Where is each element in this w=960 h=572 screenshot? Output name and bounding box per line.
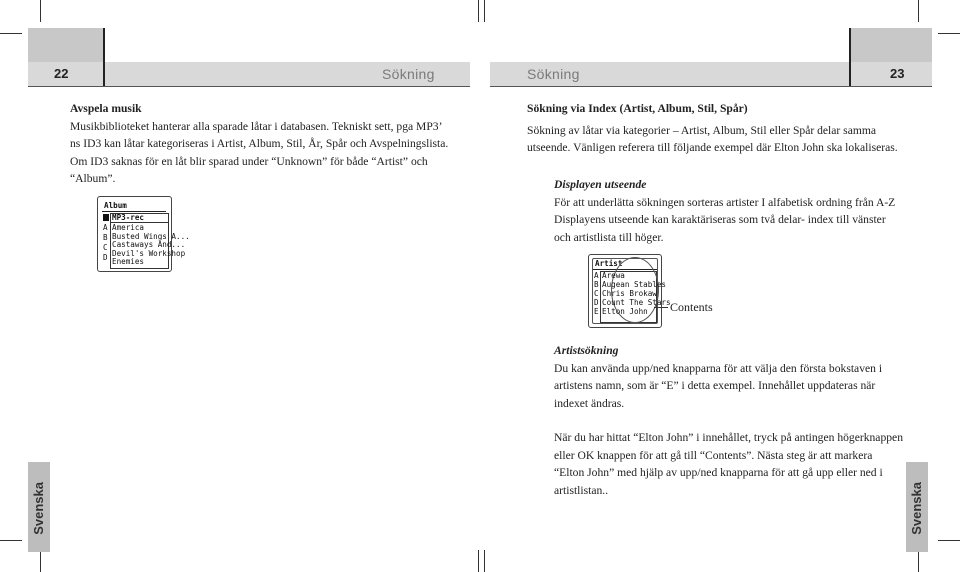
- crop-mark: [938, 540, 960, 541]
- paragraph-line: ns ID3 kan låtar kategoriseras i Artist, Album, Stil, År, Spår och Avspelningslista.: [70, 137, 449, 150]
- crop-mark: [484, 550, 485, 572]
- list-item: Busted Wings A...: [112, 231, 190, 241]
- header-block: [850, 28, 932, 62]
- paragraph-line: När du har hittat “Elton John” i innehållet, tryck på antingen högerknappen: [554, 431, 903, 444]
- index-letter: B: [103, 233, 108, 242]
- screen-title: Artist: [595, 259, 623, 268]
- index-letter: D: [594, 298, 599, 307]
- crop-mark: [478, 550, 479, 572]
- display-section: [554, 176, 934, 246]
- crop-mark: [918, 550, 919, 572]
- paragraph-line: För att underlätta sökningen sorteras artister I alfabetisk ordning från A-Z: [554, 195, 896, 209]
- index-letter: E: [594, 307, 599, 316]
- paragraph-line: Musikbiblioteket hanterar alla sparade låtar i databasen. Tekniskt sett, pga MP3’: [70, 119, 443, 133]
- screen-rule: [102, 211, 166, 212]
- subsection-heading: Displayen utseende: [554, 178, 647, 191]
- paragraph-line: utseende. Vänligen referera till följande exempel där Elton John ska lokaliseras.: [527, 141, 898, 154]
- page-title-right: Sökning: [527, 66, 580, 82]
- callout-line: [654, 307, 668, 308]
- side-tab-label: Svenska: [909, 482, 924, 535]
- page-title-left: Sökning: [382, 66, 435, 82]
- header-divider: [103, 28, 105, 86]
- side-tab-left: [28, 462, 50, 552]
- crop-mark: [0, 540, 22, 541]
- paragraph-line: artistlistan..: [554, 483, 609, 497]
- section-heading: Sökning via Index (Artist, Album, Stil, Spår): [527, 102, 748, 115]
- paragraph-line: eller OK knappen för att gå till “Contents”. Nästa steg är att markera: [554, 448, 873, 462]
- artist-screen: [588, 254, 671, 328]
- found-section: [554, 429, 934, 499]
- paragraph-line: “Elton John” med hjälp av upp/ned knapparna för att gå upp eller ned i: [554, 466, 883, 479]
- list-item: Count The Stars: [602, 298, 671, 307]
- page-number-right: 23: [890, 66, 905, 81]
- screen-title: Album: [104, 201, 127, 210]
- list-item: Enemies: [112, 257, 145, 266]
- paragraph-line: Om ID3 saknas för en låt blir sparad under “Unknown” för både “Artist” och: [70, 154, 428, 168]
- paragraph-line: och artistlista till höger.: [554, 230, 664, 244]
- header-block: [28, 28, 104, 62]
- header-underline: [28, 86, 470, 87]
- album-screen: [97, 196, 190, 272]
- page-number-left: 22: [54, 66, 69, 81]
- index-letter: D: [103, 253, 108, 262]
- list-item: Devil's Workshop: [112, 248, 186, 258]
- callout-label: Contents: [670, 300, 713, 314]
- index-letter: A: [594, 271, 599, 280]
- crop-mark: [484, 0, 485, 22]
- list-item: Castaways And...: [112, 240, 186, 249]
- index-letter: A: [103, 223, 108, 232]
- list-item: America: [112, 223, 145, 232]
- header-underline: [490, 86, 932, 87]
- paragraph-line: Displayens utseende kan karaktäriseras som två delar- index till vänster: [554, 213, 886, 226]
- left-column: [70, 100, 470, 188]
- crop-mark: [40, 550, 41, 572]
- list-item: Chris Brokaw: [602, 289, 657, 298]
- index-letter: C: [103, 243, 108, 252]
- search-section: [554, 342, 934, 412]
- crop-mark: [918, 0, 919, 22]
- index-letter: B: [594, 280, 599, 289]
- header-divider: [849, 28, 851, 86]
- crop-mark: [40, 0, 41, 22]
- paragraph-line: indexet ändras.: [554, 396, 625, 410]
- paragraph-line: artistens namn, som är “E” i detta exempel. Innehållet uppdateras när: [554, 379, 876, 392]
- index-selected-block: [103, 214, 109, 221]
- paragraph-line: Du kan använda upp/ned knapparna för att välja den första bokstaven i: [554, 361, 883, 375]
- list-item: Arewa: [602, 271, 625, 280]
- selected-item: MP3-rec: [112, 213, 145, 222]
- right-intro: [527, 100, 927, 157]
- paragraph-line: Sökning av låtar via kategorier – Artist, Album, Stil eller Spår delar samma: [527, 123, 877, 137]
- crop-mark: [938, 33, 960, 34]
- side-tab-right: [906, 462, 928, 552]
- subsection-heading: Artistsökning: [554, 344, 619, 357]
- section-heading: Avspela musik: [70, 102, 142, 115]
- side-tab-label: Svenska: [31, 482, 46, 535]
- list-item: Elton John: [602, 307, 648, 316]
- crop-mark: [478, 0, 479, 22]
- crop-mark: [0, 33, 22, 34]
- paragraph-line: “Album”.: [70, 172, 116, 185]
- list-item: Augean Stables: [602, 280, 667, 289]
- index-letter: C: [594, 289, 599, 298]
